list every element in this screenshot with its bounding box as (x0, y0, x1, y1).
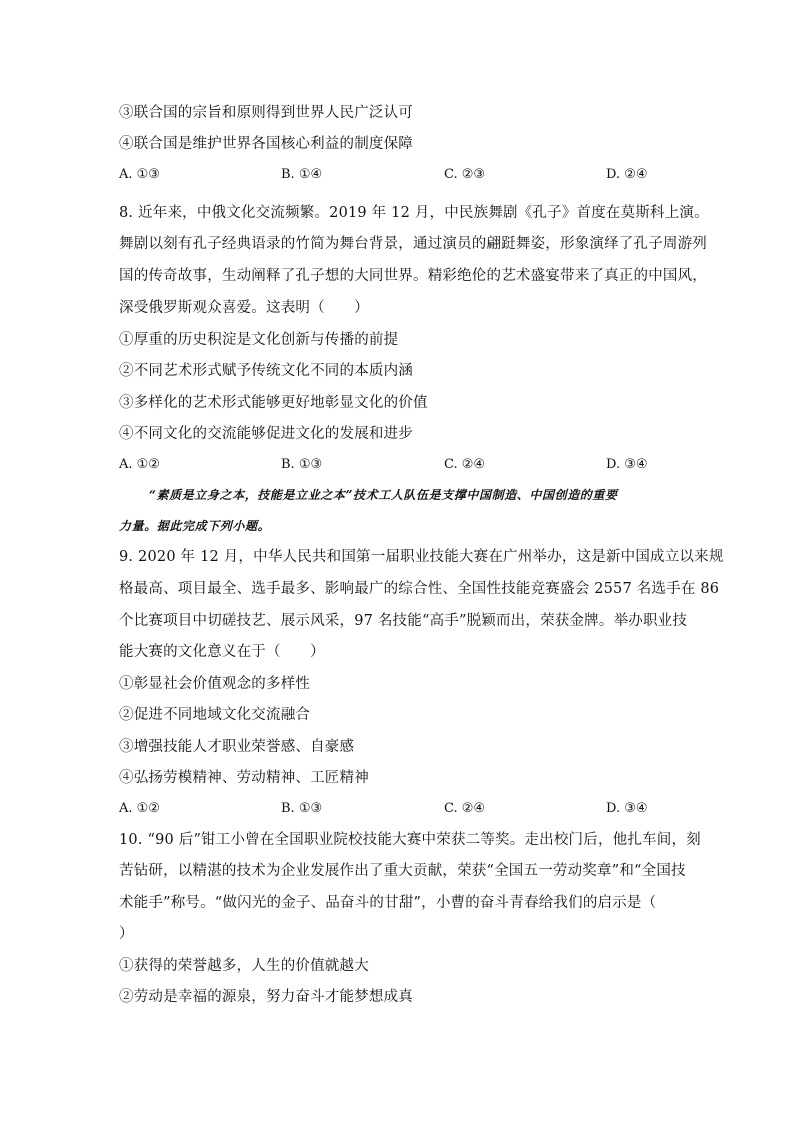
q9-stem-line-2: 格最高、项目最全、选手最多、影响最广的综合性、全国性技能竞赛盛会 2557 名选手在 86 (119, 581, 720, 597)
q10-stem-line-3: 术能手”称号。“做闪光的金子、品奋斗的甘甜”，小曹的奋斗青春给我们的启示是（ (119, 895, 657, 911)
q9-option-2: ②促进不同地域文化交流融合 (119, 707, 311, 723)
q9-option-3: ③增强技能人才职业荣誉感、自豪感 (119, 739, 355, 755)
q10-option-1: ①获得的荣誉越多，人生的价值就越大 (119, 958, 369, 974)
q8-stem-line-1: 8. 近年来，中俄文化交流频繁。2019 年 12 月，中民族舞剧《孔子》首度在莫斯科上演。 (119, 205, 709, 221)
q8-stem-line-4: 深受俄罗斯观众喜爱。这表明（ ） (119, 300, 369, 316)
q8-choices (119, 455, 679, 475)
q8-choice-a: A. ①② (119, 457, 160, 472)
q9-choice-b: B. ①③ (281, 801, 323, 816)
q8-option-4: ④不同文化的交流能够促进文化的发展和进步 (119, 426, 413, 442)
q7-choice-a: A. ①③ (119, 167, 160, 182)
q8-choice-b: B. ①③ (281, 457, 323, 472)
q9-stem-line-3: 个比赛项目中切磋技艺、展示风采，97 名技能“高手”脱颖而出，荣获金牌。举办职业技 (119, 613, 688, 629)
q9-stem-line-1: 9. 2020 年 12 月，中华人民共和国第一届职业技能大赛在广州举办，这是新中国成立以来规 (119, 549, 724, 565)
q9-choices (119, 799, 679, 819)
q8-stem-line-3: 国的传奇故事，生动阐释了孔子想的大同世界。精彩绝伦的艺术盛宴带来了真正的中国风， (119, 268, 707, 284)
reading-intro-line-2: 力量。据此完成下列小题。 (119, 519, 271, 533)
q8-stem-line-2: 舞剧以刻有孔子经典语录的竹简为舞台背景，通过演员的翩跹舞姿，形象演绎了孔子周游列 (119, 236, 707, 252)
q8-option-1: ①厚重的历史积淀是文化创新与传播的前提 (119, 332, 399, 348)
q9-choice-a: A. ①② (119, 801, 160, 816)
q9-choice-d: D. ③④ (606, 801, 648, 816)
reading-intro (119, 485, 679, 536)
q7-choice-d: D. ②④ (606, 167, 648, 182)
q10-stem-line-4: ） (119, 926, 134, 942)
q7-choices (119, 165, 679, 185)
q10-option-2: ②劳动是幸福的源泉，努力奋斗才能梦想成真 (119, 989, 413, 1005)
q8-option-2: ②不同艺术形式赋予传统文化不同的本质内涵 (119, 363, 413, 379)
q9-option-4: ④弘扬劳模精神、劳动精神、工匠精神 (119, 770, 369, 786)
q10-stem-line-1: 10. “90 后”钳工小曾在全国职业院校技能大赛中荣获二等奖。走出校门后，他扎车间，刻 (119, 832, 701, 848)
reading-intro-line-1: “素质是立身之本，技能是立业之本”技术工人队伍是支撑中国制造、中国创造的重要 (149, 488, 618, 502)
q8-choice-c: C. ②④ (444, 457, 486, 472)
q7-choice-c: C. ②③ (444, 167, 486, 182)
q8-choice-d: D. ③④ (606, 457, 648, 472)
q9-option-1: ①彰显社会价值观念的多样性 (119, 676, 311, 692)
q7-option-4: ④联合国是维护世界各国核心利益的制度保障 (119, 136, 413, 152)
q7-choice-b: B. ①④ (281, 167, 323, 182)
q10-stem-line-2: 苦钻研，以精湛的技术为企业发展作出了重大贡献，荣获“全国五一劳动奖章”和“全国技 (119, 863, 686, 879)
q9-stem-line-4: 能大赛的文化意义在于（ ） (119, 644, 325, 660)
q9-choice-c: C. ②④ (444, 801, 486, 816)
q8-option-3: ③多样化的艺术形式能够更好地彰显文化的价值 (119, 395, 428, 411)
q7-option-3: ③联合国的宗旨和原则得到世界人民广泛认可 (119, 105, 413, 121)
